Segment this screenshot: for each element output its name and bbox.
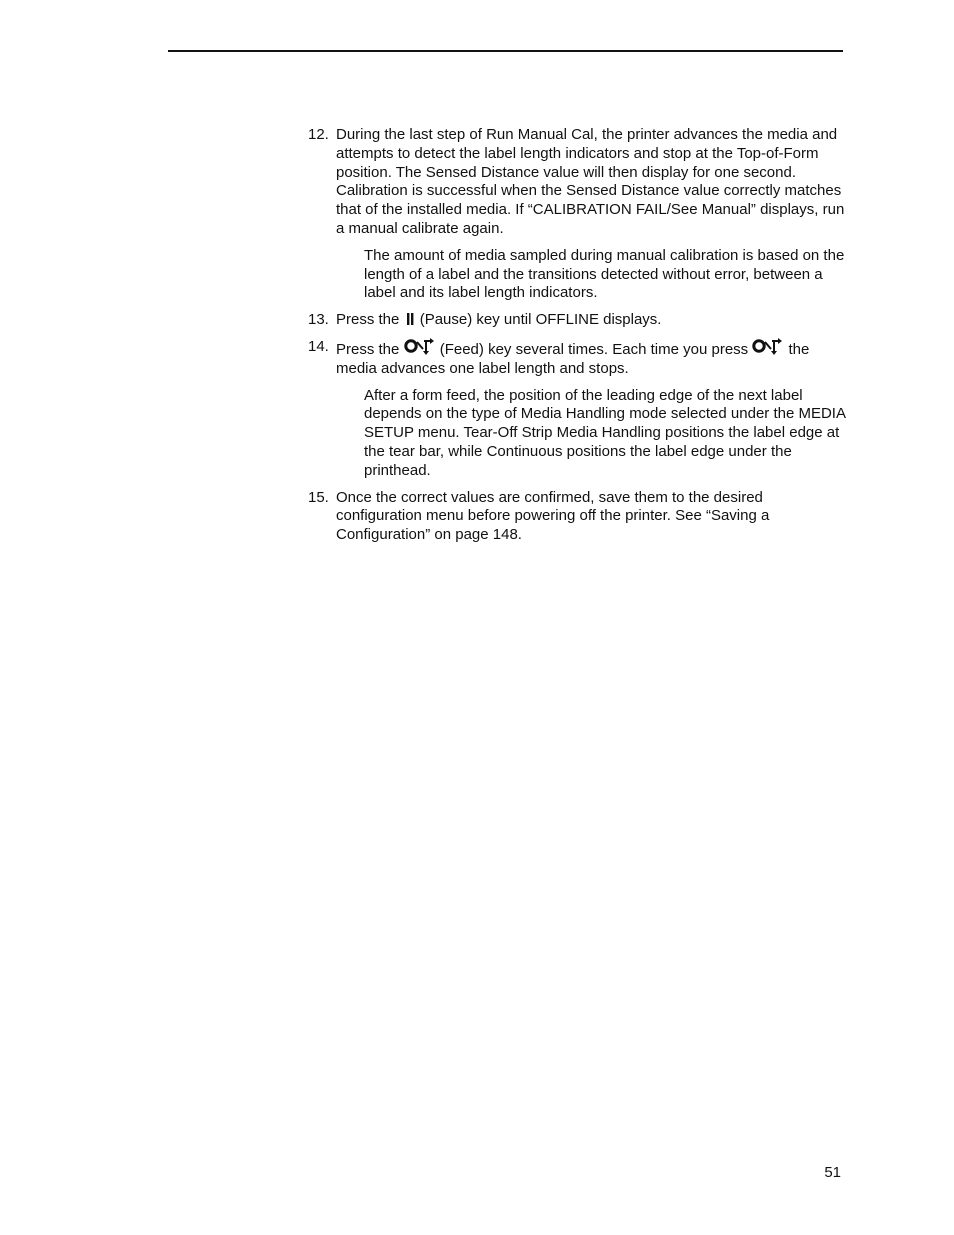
header-rule [168, 50, 843, 52]
procedure-steps [308, 126, 848, 553]
feed-icon [404, 338, 436, 356]
step-12-note: The amount of media sampled during manual calibration is based on the length of a label and the transitions detected without error, between a label and its label length indicators. [364, 246, 845, 302]
step-12 [308, 126, 848, 239]
step-text-after: (Pause) key until OFFLINE displays. [419, 311, 662, 329]
step-text: During the last step of Run Manual Cal, the printer advances the media and attempts to detect the label length indicators and stop at the Top-of-Form position. The Sensed Distance value will then display for one second. Calibration is successful when the Sensed Distance value correctly matches that of the installed media. If “CALIBRATION FAIL/See Manual” displays, run a manual calibrate again. [336, 126, 845, 237]
step-number: 14. [308, 337, 329, 355]
page-number: 51 [824, 1164, 841, 1181]
feed-icon [752, 338, 784, 356]
step-13 [308, 311, 848, 330]
step-14-note: After a form feed, the position of the leading edge of the next label depends on the type of Media Handling mode selected under the MEDIA SETUP menu. Tear-Off Strip Media Handling positions the label edge at the tear bar, while Continuous positions the label edge under the printhead. [364, 386, 846, 479]
step-text-before: Press the [336, 311, 400, 329]
step-text: Once the correct values are confirmed, save them to the desired configuration menu before powering off the printer. See “Saving a Configuration” on page 148. [336, 488, 770, 544]
step-number: 12. [308, 126, 329, 143]
step-text-middle: (Feed) key several times. Each time you press [439, 340, 749, 358]
step-14 [308, 338, 848, 379]
step-number: 13. [308, 311, 329, 329]
step-text-after: the media advances one label length and stops. [336, 340, 810, 377]
step-text-before: Press the [336, 340, 400, 358]
pause-icon [404, 312, 416, 326]
step-15 [308, 489, 848, 545]
step-number: 15. [308, 488, 329, 506]
